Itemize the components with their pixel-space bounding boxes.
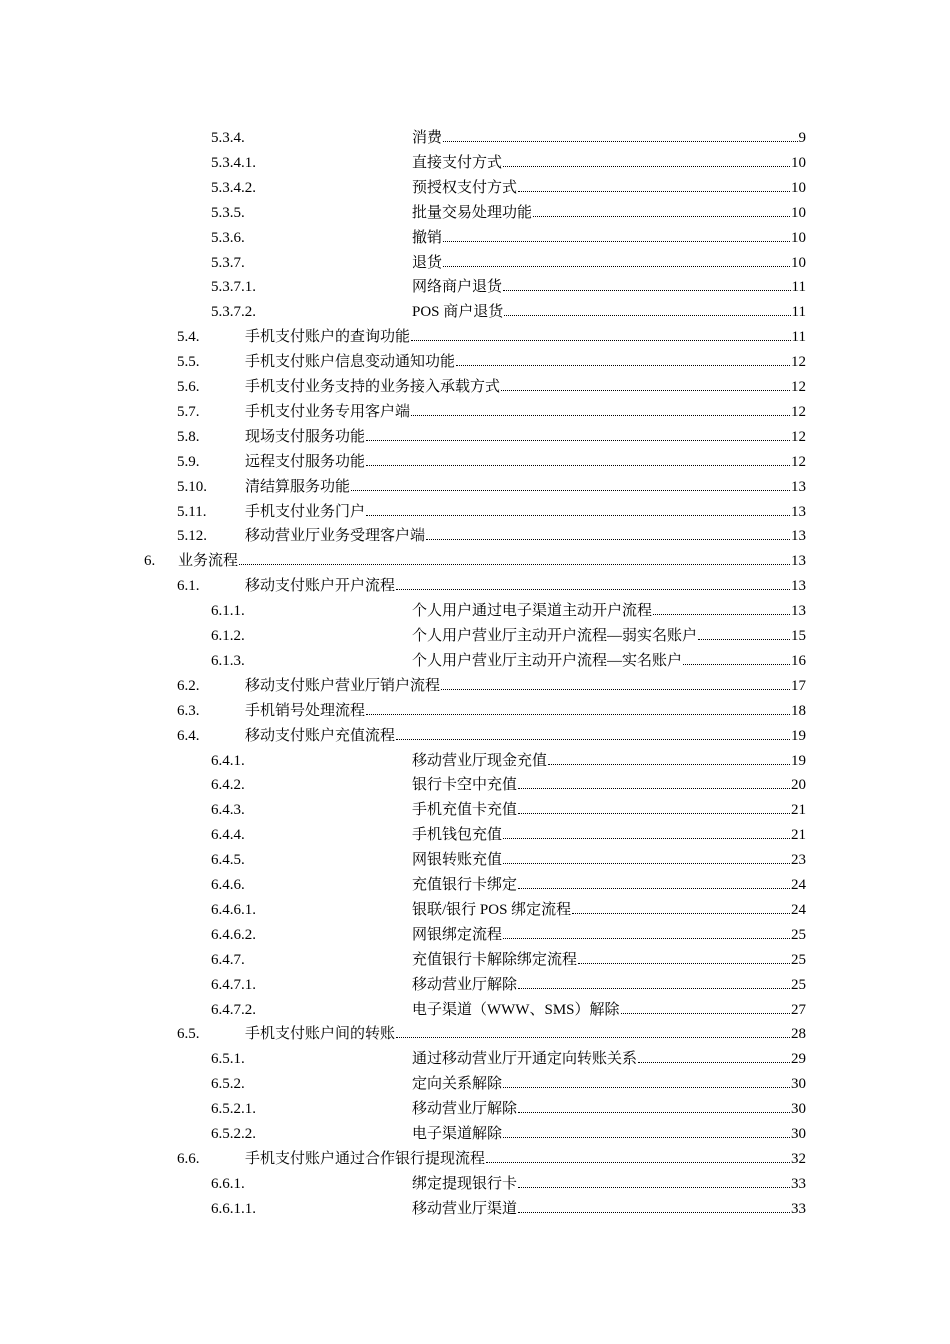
dot-leader xyxy=(239,549,790,565)
toc-entry[interactable] xyxy=(245,425,806,449)
toc-entry-number: 5.10. xyxy=(177,478,207,495)
toc-entry-page: 13 xyxy=(791,528,806,545)
toc-entry-page: 12 xyxy=(791,379,806,395)
toc-entry-number: 6.4. xyxy=(177,727,200,744)
toc-entry-number: 6.4.6. xyxy=(211,877,245,893)
dot-leader xyxy=(351,475,790,491)
toc-entry-title: 手机支付账户间的转账 xyxy=(245,1026,396,1043)
toc-entry-title: 批量交易处理功能 xyxy=(412,204,533,221)
toc-entry-title: 移动营业厅渠道 xyxy=(412,1200,518,1217)
toc-entry-page: 33 xyxy=(791,1200,806,1217)
toc-entry-page: 12 xyxy=(791,428,806,445)
dot-leader xyxy=(503,1122,790,1138)
toc-entry-page: 21 xyxy=(791,802,806,819)
toc-entry-page: 12 xyxy=(791,453,806,470)
toc-entry-number: 6.6.1. xyxy=(211,1175,245,1192)
dot-leader xyxy=(396,724,790,740)
toc-entry-number: 5.11. xyxy=(177,503,207,520)
toc-entry-number: 5.3.4.2. xyxy=(211,179,256,196)
toc-entry-page: 19 xyxy=(791,752,806,769)
toc-entry-title: 网银绑定流程 xyxy=(412,926,503,943)
dot-leader xyxy=(503,923,790,939)
dot-leader xyxy=(411,325,791,341)
toc-entry-title: 个人用户通过电子渠道主动开户流程 xyxy=(412,603,653,620)
toc-entry-number: 5.9. xyxy=(177,453,200,470)
toc-entry-number: 6.4.4. xyxy=(211,827,245,844)
toc-entry-page: 33 xyxy=(791,1175,806,1192)
dot-leader xyxy=(441,674,790,690)
dot-leader xyxy=(518,176,790,192)
toc-entry-page: 27 xyxy=(791,1001,806,1018)
toc-entry[interactable] xyxy=(412,873,806,897)
dot-leader xyxy=(501,375,790,391)
toc-entry-title: 手机支付账户的查询功能 xyxy=(245,329,411,346)
toc-entry[interactable] xyxy=(412,773,806,797)
toc-entry-number: 6.4.6.1. xyxy=(211,901,256,918)
dot-leader xyxy=(572,898,790,914)
toc-entry[interactable] xyxy=(245,574,806,598)
toc-entry[interactable] xyxy=(412,1072,806,1096)
toc-entry-page: 10 xyxy=(791,179,806,196)
dot-leader xyxy=(518,1097,790,1113)
toc-entry-number: 6.5.2.1. xyxy=(211,1101,256,1118)
dot-leader xyxy=(426,524,790,540)
dot-leader xyxy=(548,749,790,765)
toc-entry-number: 6.4.2. xyxy=(211,777,245,794)
toc-entry-page: 23 xyxy=(791,852,806,869)
toc-entry-page: 25 xyxy=(791,926,806,943)
dot-leader xyxy=(518,873,790,889)
toc-entry[interactable] xyxy=(245,500,806,524)
dot-leader xyxy=(503,823,790,839)
toc-entry-number: 6.4.3. xyxy=(211,802,245,819)
toc-entry-page: 21 xyxy=(791,827,806,844)
toc-entry[interactable] xyxy=(245,1022,806,1046)
dot-leader xyxy=(578,948,790,964)
toc-entry-number: 6.6. xyxy=(177,1150,200,1167)
dot-leader xyxy=(518,1197,790,1213)
dot-leader xyxy=(533,201,790,217)
toc-entry[interactable] xyxy=(245,450,806,474)
toc-entry-number: 6.2. xyxy=(177,677,200,694)
toc-entry-page: 13 xyxy=(791,603,806,620)
toc-entry[interactable] xyxy=(412,226,806,250)
toc-entry[interactable] xyxy=(412,749,806,773)
toc-entry-page: 12 xyxy=(791,354,806,371)
toc-entry-page: 32 xyxy=(791,1150,806,1167)
toc-entry-number: 6.5. xyxy=(177,1026,200,1043)
toc-entry-title: 手机销号处理流程 xyxy=(245,702,366,719)
toc-entry-title: 现场支付服务功能 xyxy=(245,428,366,445)
toc-entry[interactable] xyxy=(245,724,806,748)
toc-entry[interactable] xyxy=(412,201,806,225)
toc-entry[interactable] xyxy=(245,375,806,399)
dot-leader xyxy=(366,450,790,466)
toc-entry-number: 5.6. xyxy=(177,379,200,395)
toc-entry-title: 移动营业厅解除 xyxy=(412,976,518,993)
toc-entry-page: 20 xyxy=(791,777,806,794)
toc-entry-title: 移动支付账户充值流程 xyxy=(245,727,396,744)
toc-entry-page: 24 xyxy=(791,901,806,918)
toc-entry-title: 手机支付业务支持的业务接入承载方式 xyxy=(245,379,501,395)
toc-entry[interactable] xyxy=(412,275,806,299)
toc-entry-title: 消费 xyxy=(412,130,443,146)
toc-entry-number: 6.4.5. xyxy=(211,852,245,869)
dot-leader xyxy=(396,574,790,590)
toc-entry-number: 6.5.2.2. xyxy=(211,1126,256,1142)
toc-entry[interactable] xyxy=(412,1172,806,1196)
toc-entry-number: 6.4.7. xyxy=(211,951,245,968)
toc-entry-number: 5.3.7.2. xyxy=(211,304,256,321)
toc-entry[interactable] xyxy=(412,126,806,150)
toc-entry-title: 通过移动营业厅开通定向转账关系 xyxy=(412,1051,638,1068)
toc-entry-title: 手机支付账户信息变动通知功能 xyxy=(245,354,456,371)
dot-leader xyxy=(504,300,790,316)
toc-entry-number: 6.1. xyxy=(177,578,200,595)
toc-entry[interactable] xyxy=(412,898,806,922)
dot-leader xyxy=(698,624,790,640)
dot-leader xyxy=(503,151,790,167)
toc-entry-page: 19 xyxy=(791,727,806,744)
dot-leader xyxy=(503,848,790,864)
toc-entry-title: 电子渠道解除 xyxy=(412,1126,503,1142)
toc-entry-title: 手机支付账户通过合作银行提现流程 xyxy=(245,1150,486,1167)
toc-entry-page: 10 xyxy=(791,254,806,271)
toc-entry[interactable] xyxy=(412,624,806,648)
toc-entry-title: 远程支付服务功能 xyxy=(245,453,366,470)
toc-entry-page: 25 xyxy=(791,976,806,993)
toc-entry-page: 30 xyxy=(791,1076,806,1093)
toc-entry-number: 5.7. xyxy=(177,403,200,420)
toc-entry-title: 移动营业厅现金充值 xyxy=(412,752,548,769)
dot-leader xyxy=(456,350,790,366)
toc-entry-page: 18 xyxy=(791,702,806,719)
toc-entry[interactable] xyxy=(245,400,806,424)
toc-entry-title: 网银转账充值 xyxy=(412,852,503,869)
toc-entry-page: 11 xyxy=(791,329,806,346)
toc-entry-page: 30 xyxy=(791,1101,806,1118)
toc-entry-page: 24 xyxy=(791,877,806,893)
toc-entry-title: 业务流程 xyxy=(178,553,239,570)
toc-entry[interactable] xyxy=(412,973,806,997)
dot-leader xyxy=(443,226,790,242)
toc-entry-page: 12 xyxy=(791,403,806,420)
toc-entry-page: 15 xyxy=(791,628,806,644)
dot-leader xyxy=(518,1172,790,1188)
toc-entry-number: 6.4.7.2. xyxy=(211,1001,256,1018)
toc-entry[interactable] xyxy=(245,325,806,349)
toc-entry-page: 13 xyxy=(791,578,806,595)
dot-leader xyxy=(486,1147,790,1163)
toc-entry-number: 5.3.7.1. xyxy=(211,279,256,296)
toc-entry-page: 9 xyxy=(798,130,806,146)
toc-entry[interactable] xyxy=(412,798,806,822)
toc-entry-title: 移动营业厅解除 xyxy=(412,1101,518,1118)
toc-entry-title: 手机支付业务专用客户端 xyxy=(245,403,411,420)
toc-entry-number: 5.3.7. xyxy=(211,254,245,271)
toc-entry-title: 绑定提现银行卡 xyxy=(412,1175,518,1192)
toc-entry-number: 6.4.1. xyxy=(211,752,245,769)
toc-entry-page: 11 xyxy=(791,279,806,296)
toc-entry-number: 6.1.3. xyxy=(211,652,245,669)
toc-entry[interactable] xyxy=(412,848,806,872)
toc-entry[interactable] xyxy=(412,649,806,673)
dot-leader xyxy=(503,1072,790,1088)
toc-entry[interactable] xyxy=(412,1047,806,1071)
dot-leader xyxy=(411,400,790,416)
toc-entry[interactable] xyxy=(412,1122,806,1146)
dot-leader xyxy=(443,126,797,142)
toc-entry-title: 银联/银行 POS 绑定流程 xyxy=(412,901,572,918)
toc-entry-page: 10 xyxy=(791,229,806,246)
toc-entry[interactable] xyxy=(412,998,806,1022)
toc-entry-number: 5.3.4.1. xyxy=(211,154,256,171)
toc-entry-number: 6.5.2. xyxy=(211,1076,245,1093)
toc-entry[interactable] xyxy=(412,1197,806,1221)
toc-entry[interactable] xyxy=(412,599,806,623)
toc-entry-title: 移动支付账户开户流程 xyxy=(245,578,396,595)
toc-entry-number: 5.3.6. xyxy=(211,229,245,246)
toc-entry-number: 6.1.1. xyxy=(211,603,245,620)
toc-entry[interactable] xyxy=(245,524,806,548)
toc-entry-page: 25 xyxy=(791,951,806,968)
dot-leader xyxy=(366,500,790,516)
toc-entry-page: 10 xyxy=(791,204,806,221)
dot-leader xyxy=(638,1047,790,1063)
toc-entry-title: 个人用户营业厅主动开户流程—弱实名账户 xyxy=(412,628,698,644)
toc-entry[interactable] xyxy=(412,151,806,175)
toc-entry-number: 6.5.1. xyxy=(211,1051,245,1068)
toc-entry-title: 手机钱包充值 xyxy=(412,827,503,844)
dot-leader xyxy=(518,798,790,814)
toc-entry-number: 6.4.6.2. xyxy=(211,926,256,943)
toc-entry-title: 充值银行卡解除绑定流程 xyxy=(412,951,578,968)
toc-entry[interactable] xyxy=(178,549,806,573)
dot-leader xyxy=(396,1022,790,1038)
toc-entry-title: 电子渠道（WWW、SMS）解除 xyxy=(412,1001,620,1018)
toc-entry-number: 6.6.1.1. xyxy=(211,1200,256,1217)
toc-entry-number: 6. xyxy=(144,553,156,570)
toc-entry-number: 5.4. xyxy=(177,329,200,346)
toc-entry-page: 11 xyxy=(791,304,806,321)
toc-entry[interactable] xyxy=(412,176,806,200)
toc-entry-title: 充值银行卡绑定 xyxy=(412,877,518,893)
toc-entry[interactable] xyxy=(245,350,806,374)
toc-entry[interactable] xyxy=(412,923,806,947)
toc-entry-title: 直接支付方式 xyxy=(412,154,503,171)
toc-entry-number: 5.5. xyxy=(177,354,200,371)
dot-leader xyxy=(366,699,790,715)
toc-entry-number: 6.3. xyxy=(177,702,200,719)
toc-entry-title: 手机支付业务门户 xyxy=(245,503,366,520)
dot-leader xyxy=(683,649,790,665)
toc-entry-page: 17 xyxy=(791,677,806,694)
dot-leader xyxy=(518,773,790,789)
toc-entry[interactable] xyxy=(412,948,806,972)
dot-leader xyxy=(443,251,790,267)
dot-leader xyxy=(621,998,791,1014)
toc-entry-title: POS 商户退货 xyxy=(412,304,504,321)
toc-entry-title: 定向关系解除 xyxy=(412,1076,503,1093)
toc-entry-number: 5.8. xyxy=(177,428,200,445)
toc-entry-title: 预授权支付方式 xyxy=(412,179,518,196)
toc-entry-title: 个人用户营业厅主动开户流程—实名账户 xyxy=(412,652,683,669)
toc-entry-title: 银行卡空中充值 xyxy=(412,777,518,794)
toc-entry-number: 5.3.4. xyxy=(211,130,245,146)
toc-entry-title: 清结算服务功能 xyxy=(245,478,351,495)
toc-entry-page: 13 xyxy=(791,478,806,495)
toc-entry[interactable] xyxy=(412,251,806,275)
toc-entry[interactable] xyxy=(245,475,806,499)
toc-entry-number: 5.3.5. xyxy=(211,204,245,221)
toc-entry-number: 6.1.2. xyxy=(211,628,245,644)
toc-entry-title: 移动营业厅业务受理客户端 xyxy=(245,528,426,545)
toc-entry-page: 28 xyxy=(791,1026,806,1043)
toc-entry-page: 29 xyxy=(791,1051,806,1068)
toc-entry-title: 网络商户退货 xyxy=(412,279,503,296)
dot-leader xyxy=(653,599,790,615)
toc-entry[interactable] xyxy=(245,699,806,723)
dot-leader xyxy=(366,425,790,441)
toc-entry[interactable] xyxy=(245,1147,806,1171)
toc-entry[interactable] xyxy=(412,1097,806,1121)
toc-entry-page: 13 xyxy=(791,553,806,570)
toc-entry-number: 6.4.7.1. xyxy=(211,976,256,993)
toc-entry[interactable] xyxy=(412,300,806,324)
toc-entry-title: 撤销 xyxy=(412,229,443,246)
toc-entry-title: 移动支付账户营业厅销户流程 xyxy=(245,677,441,694)
toc-entry-number: 5.12. xyxy=(177,528,207,545)
toc-entry-page: 30 xyxy=(791,1126,806,1142)
toc-entry-title: 手机充值卡充值 xyxy=(412,802,518,819)
dot-leader xyxy=(518,973,790,989)
toc-entry-title: 退货 xyxy=(412,254,443,271)
toc-entry-page: 10 xyxy=(791,154,806,171)
toc-entry-page: 13 xyxy=(791,503,806,520)
toc-entry-page: 16 xyxy=(791,652,806,669)
toc-entry[interactable] xyxy=(412,823,806,847)
dot-leader xyxy=(503,275,791,291)
toc-entry[interactable] xyxy=(245,674,806,698)
